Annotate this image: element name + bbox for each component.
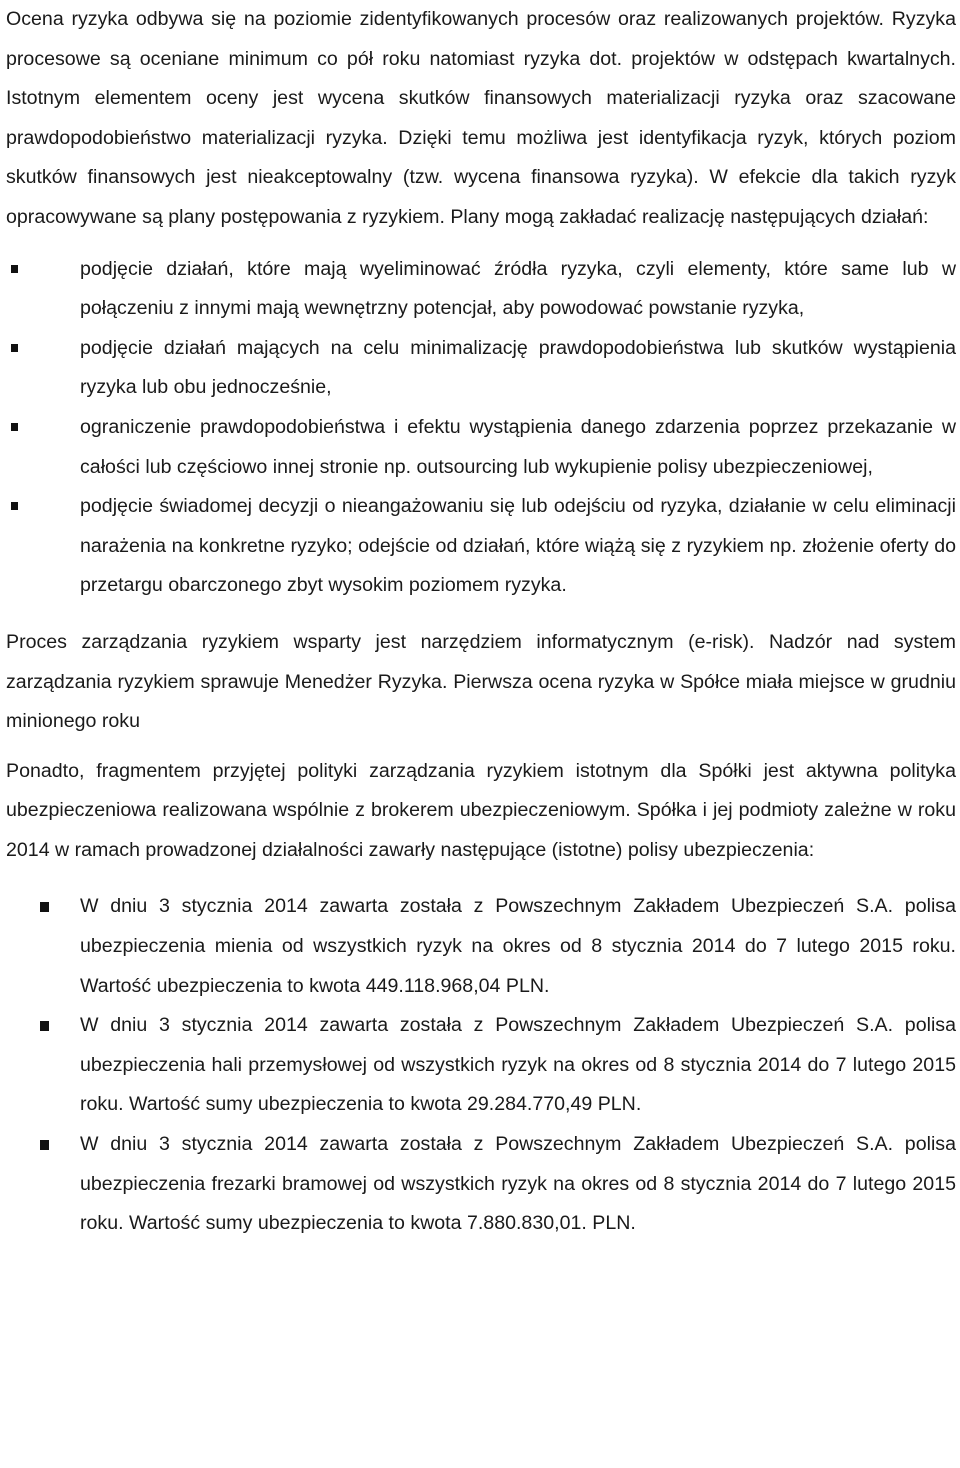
paragraph-risk-assessment: Ocena ryzyka odbywa się na poziomie zidentyfikowanych procesów oraz realizowanych projektów. Ryzyka procesowe są oceniane minimum co pół roku natomiast ryzyka dot. projektów w odstępach kwartalnych. Istotnym elementem oceny jest wycena skutków finansowych materializacji ryzyka oraz szacowane prawdopodobieństwo materializacji ryzyka. Dzięki temu możliwa jest identyfikacja ryzyk, których poziom skutków finansowych jest nieakceptowalny (tzw. wycena finansowa ryzyka). W efekcie dla takich ryzyk opracowywane są plany postępowania z ryzykiem. Plany mogą zakładać realizację następujących działań: [6,8,956,228]
risk-actions-list [6,250,956,606]
list-item: W dniu 3 stycznia 2014 zawarta została z Powszechnym Zakładem Ubezpieczeń S.A. polisa ubezpieczenia mienia od wszystkich ryzyk na okres od 8 stycznia 2014 do 7 lutego 2015 roku. Wartość ubezpieczenia to kwota 449.118.968,04 PLN. [6,887,956,1006]
insurance-policies-list [6,887,956,1243]
list-item: W dniu 3 stycznia 2014 zawarta została z Powszechnym Zakładem Ubezpieczeń S.A. polisa ubezpieczenia frezarki bramowej od wszystkich ryzyk na okres od 8 stycznia 2014 do 7 lutego 2015 roku. Wartość sumy ubezpieczenia to kwota 7.880.830,01. PLN. [6,1125,956,1244]
document-page [6,0,956,1244]
list-item: ograniczenie prawdopodobieństwa i efektu wystąpienia danego zdarzenia poprzez przekazanie w całości lub częściowo innej stronie np. outsourcing lub wykupienie polisy ubezpieczeniowej, [6,408,956,487]
list-item: podjęcie działań, które mają wyeliminować źródła ryzyka, czyli elementy, które same lub w połączeniu z innymi mają wewnętrzny potencjał, aby powodować powstanie ryzyka, [6,250,956,329]
list-item: W dniu 3 stycznia 2014 zawarta została z Powszechnym Zakładem Ubezpieczeń S.A. polisa ubezpieczenia hali przemysłowej od wszystkich ryzyk na okres od 8 stycznia 2014 do 7 lutego 2015 roku. Wartość sumy ubezpieczenia to kwota 29.284.770,49 PLN. [6,1006,956,1125]
list-item: podjęcie działań mających na celu minimalizację prawdopodobieństwa lub skutków wystąpienia ryzyka lub obu jednocześnie, [6,329,956,408]
paragraph-risk-management-process: Proces zarządzania ryzykiem wsparty jest narzędziem informatycznym (e-risk). Nadzór nad system zarządzania ryzykiem sprawuje Menedżer Ryzyka. Pierwsza ocena ryzyka w Spółce miała miejsce w grudniu minionego roku [6,630,956,733]
list-item: podjęcie świadomej decyzji o nieangażowaniu się lub odejściu od ryzyka, działanie w celu eliminacji narażenia na konkretne ryzyko; odejście od działań, które wiążą się z ryzykiem np. złożenie oferty do przetargu obarczonego zbyt wysokim poziomem ryzyka. [6,487,956,606]
paragraph-insurance-policy: Ponadto, fragmentem przyjętej polityki zarządzania ryzykiem istotnym dla Spółki jest aktywna polityka ubezpieczeniowa realizowana wspólnie z brokerem ubezpieczeniowym. Spółka i jej podmioty zależne w roku 2014 w ramach prowadzonej działalności zawarły następujące (istotne) polisy ubezpieczenia: [6,759,956,861]
